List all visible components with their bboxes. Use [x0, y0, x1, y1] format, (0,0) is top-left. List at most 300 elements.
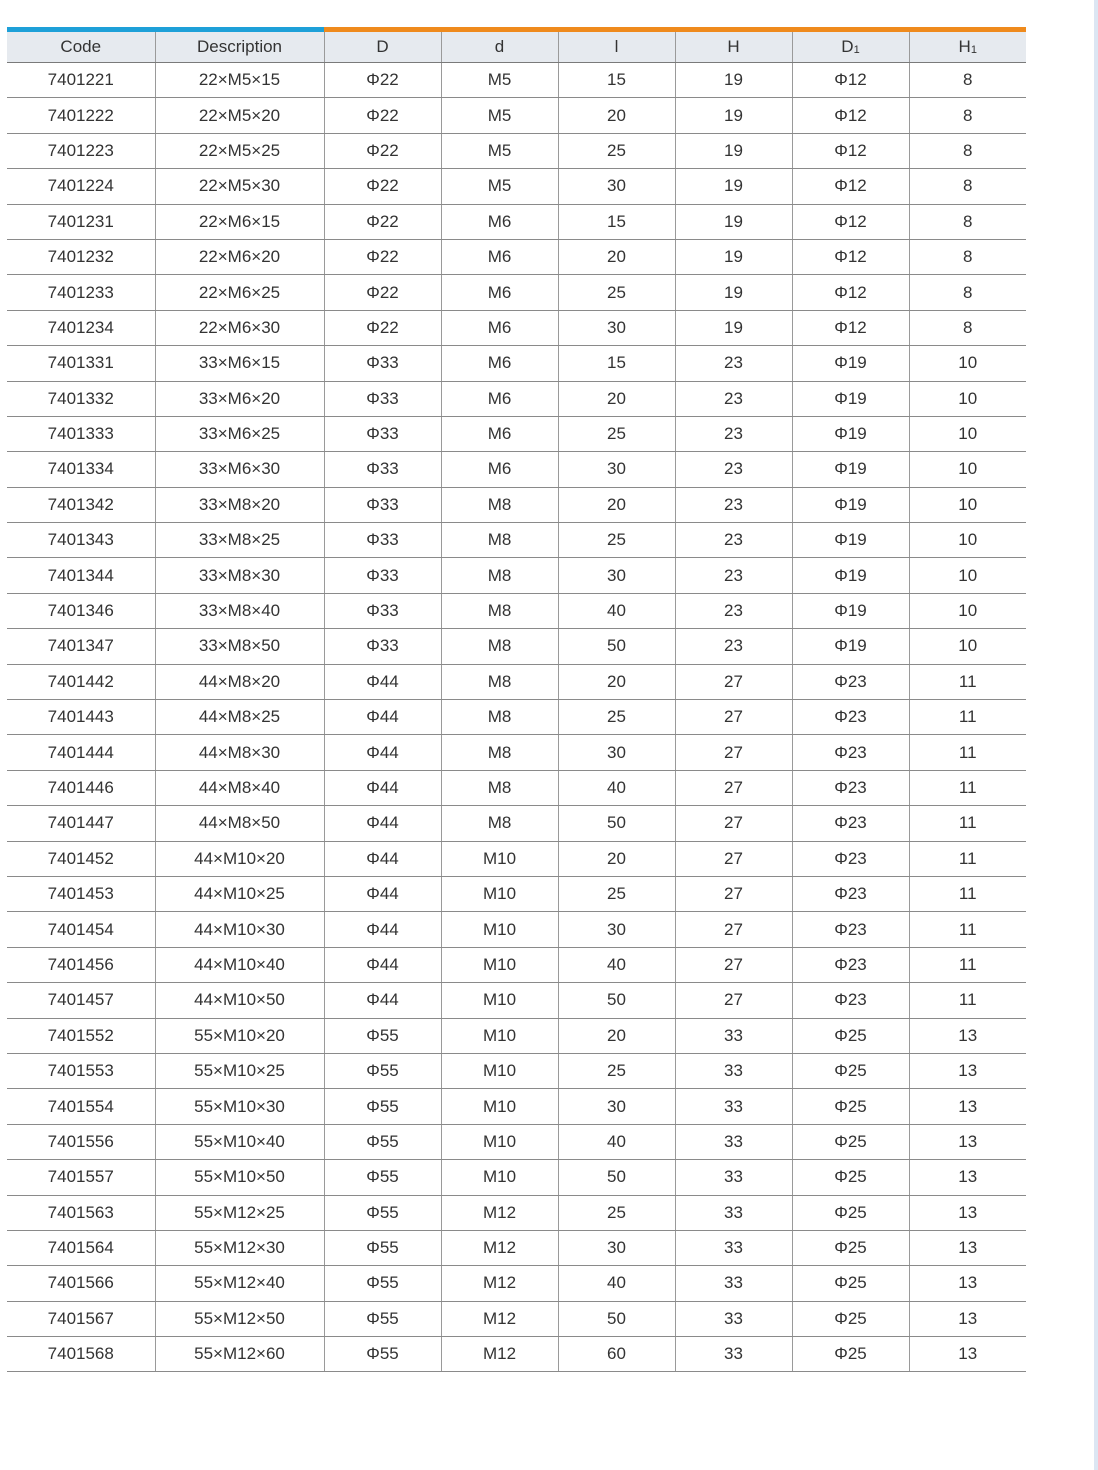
table-cell: Φ12 [792, 275, 909, 310]
table-cell: 33 [675, 1301, 792, 1336]
column-header-0 [7, 32, 155, 63]
table-cell: Φ25 [792, 1018, 909, 1053]
table-cell: M12 [441, 1230, 558, 1265]
table-cell: 8 [909, 310, 1026, 345]
table-cell: 27 [675, 664, 792, 699]
table-cell: 27 [675, 947, 792, 982]
table-cell: M5 [441, 98, 558, 133]
table-cell: Φ19 [792, 381, 909, 416]
table-cell: 23 [675, 558, 792, 593]
table-cell: 33 [675, 1124, 792, 1159]
column-header-3 [441, 32, 558, 63]
table-cell: Φ22 [324, 98, 441, 133]
table-cell: 19 [675, 275, 792, 310]
table-cell: M6 [441, 204, 558, 239]
table-cell: M6 [441, 310, 558, 345]
table-cell: Φ44 [324, 770, 441, 805]
table-cell: 10 [909, 558, 1026, 593]
table-cell: 27 [675, 876, 792, 911]
table-cell: 7401556 [7, 1124, 155, 1159]
table-cell: M10 [441, 947, 558, 982]
table-cell: Φ12 [792, 63, 909, 98]
table-cell: Φ55 [324, 1266, 441, 1301]
table-cell: 27 [675, 770, 792, 805]
column-header-2 [324, 32, 441, 63]
table-row [7, 947, 1026, 982]
table-cell: 33 [675, 1018, 792, 1053]
table-cell: 27 [675, 983, 792, 1018]
table-cell: Φ55 [324, 1160, 441, 1195]
table-cell: 7401342 [7, 487, 155, 522]
table-cell: 11 [909, 841, 1026, 876]
table-cell: Φ22 [324, 169, 441, 204]
table-row [7, 416, 1026, 451]
table-cell: 7401442 [7, 664, 155, 699]
table-cell: 13 [909, 1089, 1026, 1124]
table-cell: 33 [675, 1195, 792, 1230]
table-cell: 8 [909, 98, 1026, 133]
table-cell: Φ22 [324, 133, 441, 168]
table-cell: Φ55 [324, 1089, 441, 1124]
table-cell: 25 [558, 700, 675, 735]
table-cell: Φ44 [324, 912, 441, 947]
table-cell: 25 [558, 876, 675, 911]
table-cell: 30 [558, 1230, 675, 1265]
table-cell: 7401554 [7, 1089, 155, 1124]
table-cell: 55×M10×40 [155, 1124, 324, 1159]
table-row [7, 275, 1026, 310]
table-cell: 22×M5×30 [155, 169, 324, 204]
table-cell: Φ25 [792, 1230, 909, 1265]
column-header-label: H [958, 37, 971, 56]
table-cell: 7401347 [7, 629, 155, 664]
table-cell: Φ19 [792, 452, 909, 487]
table-cell: Φ55 [324, 1124, 441, 1159]
table-cell: 19 [675, 169, 792, 204]
table-body [7, 63, 1026, 1372]
table-cell: 19 [675, 98, 792, 133]
column-header-1 [155, 32, 324, 63]
table-row [7, 700, 1026, 735]
table-cell: 13 [909, 1053, 1026, 1088]
table-cell: 8 [909, 275, 1026, 310]
table-cell: 60 [558, 1337, 675, 1372]
page-edge [1094, 0, 1098, 1470]
table-cell: M12 [441, 1301, 558, 1336]
table-cell: 33×M8×40 [155, 593, 324, 628]
table-cell: 33×M6×15 [155, 346, 324, 381]
table-cell: Φ23 [792, 770, 909, 805]
table-cell: 27 [675, 912, 792, 947]
table-cell: 7401232 [7, 239, 155, 274]
table-cell: 30 [558, 558, 675, 593]
table-row [7, 876, 1026, 911]
table-cell: Φ33 [324, 381, 441, 416]
table-cell: 55×M12×25 [155, 1195, 324, 1230]
table-cell: 8 [909, 239, 1026, 274]
table-cell: Φ33 [324, 593, 441, 628]
table-cell: 23 [675, 523, 792, 558]
table-row [7, 523, 1026, 558]
table-cell: 10 [909, 629, 1026, 664]
table-cell: 13 [909, 1160, 1026, 1195]
table-row [7, 98, 1026, 133]
table-cell: Φ55 [324, 1053, 441, 1088]
table-cell: 27 [675, 841, 792, 876]
table-cell: 13 [909, 1230, 1026, 1265]
table-cell: 13 [909, 1266, 1026, 1301]
table-cell: 33×M8×30 [155, 558, 324, 593]
table-cell: 11 [909, 770, 1026, 805]
table-cell: 33×M6×20 [155, 381, 324, 416]
table-cell: 22×M6×25 [155, 275, 324, 310]
table-cell: 15 [558, 346, 675, 381]
table-cell: M10 [441, 1018, 558, 1053]
table-cell: 50 [558, 629, 675, 664]
table-cell: Φ44 [324, 841, 441, 876]
table-cell: Φ22 [324, 63, 441, 98]
table-cell: 23 [675, 629, 792, 664]
table-cell: 7401552 [7, 1018, 155, 1053]
column-header-label: D [841, 37, 854, 56]
table-cell: Φ55 [324, 1301, 441, 1336]
table-cell: Φ19 [792, 346, 909, 381]
table-cell: 7401346 [7, 593, 155, 628]
table-cell: 44×M8×20 [155, 664, 324, 699]
table-cell: 7401564 [7, 1230, 155, 1265]
table-cell: 33 [675, 1160, 792, 1195]
table-cell: 44×M10×20 [155, 841, 324, 876]
table-cell: 25 [558, 133, 675, 168]
table-cell: 33×M8×20 [155, 487, 324, 522]
table-row [7, 1337, 1026, 1372]
table-cell: 20 [558, 239, 675, 274]
table-cell: 23 [675, 593, 792, 628]
table-cell: 13 [909, 1195, 1026, 1230]
table-cell: 44×M10×40 [155, 947, 324, 982]
table-cell: 11 [909, 876, 1026, 911]
table-cell: 25 [558, 1195, 675, 1230]
table-cell: 55×M12×60 [155, 1337, 324, 1372]
table-row [7, 169, 1026, 204]
table-cell: Φ12 [792, 239, 909, 274]
table-cell: 7401446 [7, 770, 155, 805]
spec-table [7, 32, 1026, 1372]
table-cell: 40 [558, 947, 675, 982]
table-cell: 7401563 [7, 1195, 155, 1230]
table-cell: 55×M10×30 [155, 1089, 324, 1124]
table-cell: 20 [558, 664, 675, 699]
table-cell: M5 [441, 133, 558, 168]
table-row [7, 204, 1026, 239]
table-cell: 13 [909, 1301, 1026, 1336]
table-cell: 7401566 [7, 1266, 155, 1301]
table-cell: 20 [558, 841, 675, 876]
table-cell: 11 [909, 983, 1026, 1018]
table-cell: M6 [441, 275, 558, 310]
table-cell: 7401343 [7, 523, 155, 558]
table-cell: 7401453 [7, 876, 155, 911]
table-cell: 55×M10×50 [155, 1160, 324, 1195]
table-row [7, 310, 1026, 345]
table-cell: 7401221 [7, 63, 155, 98]
table-cell: 7401553 [7, 1053, 155, 1088]
table-cell: 7401444 [7, 735, 155, 770]
table-row [7, 629, 1026, 664]
table-cell: 7401443 [7, 700, 155, 735]
table-cell: M6 [441, 381, 558, 416]
table-cell: 22×M5×20 [155, 98, 324, 133]
table-cell: M6 [441, 452, 558, 487]
table-cell: 40 [558, 593, 675, 628]
table-cell: 55×M10×25 [155, 1053, 324, 1088]
table-cell: Φ23 [792, 806, 909, 841]
table-cell: 50 [558, 806, 675, 841]
table-cell: 22×M5×25 [155, 133, 324, 168]
table-header-row [7, 32, 1026, 63]
table-cell: M8 [441, 700, 558, 735]
table-row [7, 770, 1026, 805]
table-cell: 7401344 [7, 558, 155, 593]
table-cell: Φ23 [792, 700, 909, 735]
column-header-subscript: 1 [970, 44, 977, 56]
table-cell: 44×M8×40 [155, 770, 324, 805]
table-cell: 7401557 [7, 1160, 155, 1195]
table-cell: M10 [441, 1089, 558, 1124]
table-row [7, 1230, 1026, 1265]
table-cell: M10 [441, 876, 558, 911]
table-cell: 25 [558, 523, 675, 558]
table-cell: Φ25 [792, 1160, 909, 1195]
table-cell: Φ44 [324, 664, 441, 699]
table-cell: 30 [558, 310, 675, 345]
table-cell: M8 [441, 664, 558, 699]
table-row [7, 841, 1026, 876]
table-cell: 11 [909, 735, 1026, 770]
table-cell: 7401568 [7, 1337, 155, 1372]
table-cell: M10 [441, 1053, 558, 1088]
column-header-7 [909, 32, 1026, 63]
table-cell: M10 [441, 912, 558, 947]
spec-table-container [7, 27, 1026, 1372]
column-header-label: d [494, 37, 505, 56]
table-cell: 7401332 [7, 381, 155, 416]
table-cell: 30 [558, 912, 675, 947]
table-cell: 13 [909, 1337, 1026, 1372]
table-row [7, 1018, 1026, 1053]
table-cell: Φ23 [792, 664, 909, 699]
table-cell: Φ44 [324, 983, 441, 1018]
table-cell: 19 [675, 63, 792, 98]
table-cell: 10 [909, 416, 1026, 451]
table-cell: 7401456 [7, 947, 155, 982]
table-cell: Φ25 [792, 1301, 909, 1336]
table-cell: 30 [558, 169, 675, 204]
table-cell: 22×M6×30 [155, 310, 324, 345]
accent-bar-blue [7, 27, 324, 32]
table-cell: Φ55 [324, 1018, 441, 1053]
table-cell: 25 [558, 416, 675, 451]
table-cell: Φ33 [324, 629, 441, 664]
table-cell: 19 [675, 204, 792, 239]
table-cell: 33×M8×25 [155, 523, 324, 558]
table-cell: 55×M12×50 [155, 1301, 324, 1336]
column-header-label: Description [196, 37, 283, 56]
table-cell: 19 [675, 239, 792, 274]
table-cell: 7401454 [7, 912, 155, 947]
table-cell: 30 [558, 1089, 675, 1124]
table-cell: 10 [909, 593, 1026, 628]
table-cell: 15 [558, 204, 675, 239]
table-cell: 30 [558, 452, 675, 487]
table-cell: Φ25 [792, 1266, 909, 1301]
table-cell: M8 [441, 487, 558, 522]
table-cell: 7401457 [7, 983, 155, 1018]
table-cell: Φ33 [324, 523, 441, 558]
table-cell: Φ19 [792, 487, 909, 522]
table-cell: Φ44 [324, 735, 441, 770]
table-cell: 55×M12×40 [155, 1266, 324, 1301]
table-row [7, 1301, 1026, 1336]
table-cell: Φ22 [324, 204, 441, 239]
table-row [7, 558, 1026, 593]
table-cell: Φ55 [324, 1230, 441, 1265]
column-header-label: l [614, 37, 619, 56]
table-cell: 8 [909, 204, 1026, 239]
table-cell: 19 [675, 310, 792, 345]
column-header-4 [558, 32, 675, 63]
table-cell: 10 [909, 381, 1026, 416]
table-cell: M10 [441, 841, 558, 876]
table-row [7, 63, 1026, 98]
table-cell: 33×M6×25 [155, 416, 324, 451]
table-cell: 7401223 [7, 133, 155, 168]
column-header-subscript: 1 [853, 44, 860, 56]
table-cell: Φ19 [792, 629, 909, 664]
table-row [7, 593, 1026, 628]
column-header-label: Code [60, 37, 102, 56]
table-cell: Φ55 [324, 1195, 441, 1230]
table-cell: 13 [909, 1018, 1026, 1053]
table-cell: Φ12 [792, 169, 909, 204]
table-cell: 25 [558, 275, 675, 310]
table-cell: 40 [558, 1266, 675, 1301]
table-cell: 27 [675, 700, 792, 735]
table-cell: M8 [441, 558, 558, 593]
table-cell: 15 [558, 63, 675, 98]
table-cell: 55×M12×30 [155, 1230, 324, 1265]
table-cell: 50 [558, 1160, 675, 1195]
table-cell: 11 [909, 912, 1026, 947]
table-cell: M8 [441, 629, 558, 664]
table-cell: 33 [675, 1053, 792, 1088]
table-cell: 7401231 [7, 204, 155, 239]
table-cell: 7401234 [7, 310, 155, 345]
table-cell: M5 [441, 169, 558, 204]
table-accent-bar [7, 27, 1026, 32]
table-cell: 50 [558, 1301, 675, 1336]
table-cell: 44×M10×25 [155, 876, 324, 911]
table-cell: 27 [675, 735, 792, 770]
table-cell: Φ23 [792, 735, 909, 770]
table-row [7, 239, 1026, 274]
table-row [7, 912, 1026, 947]
table-cell: 20 [558, 381, 675, 416]
table-cell: 20 [558, 1018, 675, 1053]
table-cell: 27 [675, 806, 792, 841]
table-cell: M12 [441, 1195, 558, 1230]
table-cell: M8 [441, 523, 558, 558]
table-row [7, 487, 1026, 522]
table-cell: 7401447 [7, 806, 155, 841]
table-row [7, 983, 1026, 1018]
table-cell: 50 [558, 983, 675, 1018]
table-cell: 33 [675, 1337, 792, 1372]
table-row [7, 1053, 1026, 1088]
table-cell: M10 [441, 983, 558, 1018]
table-cell: Φ23 [792, 983, 909, 1018]
table-cell: 33 [675, 1266, 792, 1301]
table-cell: 10 [909, 523, 1026, 558]
table-cell: Φ33 [324, 346, 441, 381]
table-cell: Φ25 [792, 1195, 909, 1230]
table-row [7, 381, 1026, 416]
table-cell: 10 [909, 487, 1026, 522]
table-cell: 40 [558, 770, 675, 805]
table-cell: 20 [558, 98, 675, 133]
table-cell: 7401333 [7, 416, 155, 451]
table-cell: 23 [675, 416, 792, 451]
table-cell: Φ33 [324, 558, 441, 593]
table-cell: Φ44 [324, 806, 441, 841]
table-cell: 23 [675, 452, 792, 487]
table-cell: 30 [558, 735, 675, 770]
table-cell: 7401567 [7, 1301, 155, 1336]
table-cell: 55×M10×20 [155, 1018, 324, 1053]
table-cell: Φ25 [792, 1124, 909, 1159]
table-cell: 19 [675, 133, 792, 168]
table-cell: 8 [909, 63, 1026, 98]
table-cell: Φ44 [324, 700, 441, 735]
table-cell: M10 [441, 1160, 558, 1195]
table-cell: 20 [558, 487, 675, 522]
table-cell: 11 [909, 700, 1026, 735]
table-cell: 33×M6×30 [155, 452, 324, 487]
table-row [7, 452, 1026, 487]
table-cell: M10 [441, 1124, 558, 1159]
column-header-6 [792, 32, 909, 63]
table-cell: 44×M8×30 [155, 735, 324, 770]
table-cell: Φ55 [324, 1337, 441, 1372]
table-cell: Φ22 [324, 239, 441, 274]
table-cell: 33 [675, 1089, 792, 1124]
table-cell: 8 [909, 133, 1026, 168]
table-row [7, 1195, 1026, 1230]
table-cell: M12 [441, 1266, 558, 1301]
table-cell: 44×M10×50 [155, 983, 324, 1018]
table-cell: 25 [558, 1053, 675, 1088]
table-cell: Φ25 [792, 1337, 909, 1372]
table-row [7, 806, 1026, 841]
table-cell: M6 [441, 416, 558, 451]
table-cell: 7401233 [7, 275, 155, 310]
table-cell: 23 [675, 487, 792, 522]
table-cell: 11 [909, 664, 1026, 699]
table-cell: Φ22 [324, 310, 441, 345]
table-cell: Φ33 [324, 487, 441, 522]
table-cell: Φ23 [792, 841, 909, 876]
table-cell: Φ12 [792, 204, 909, 239]
